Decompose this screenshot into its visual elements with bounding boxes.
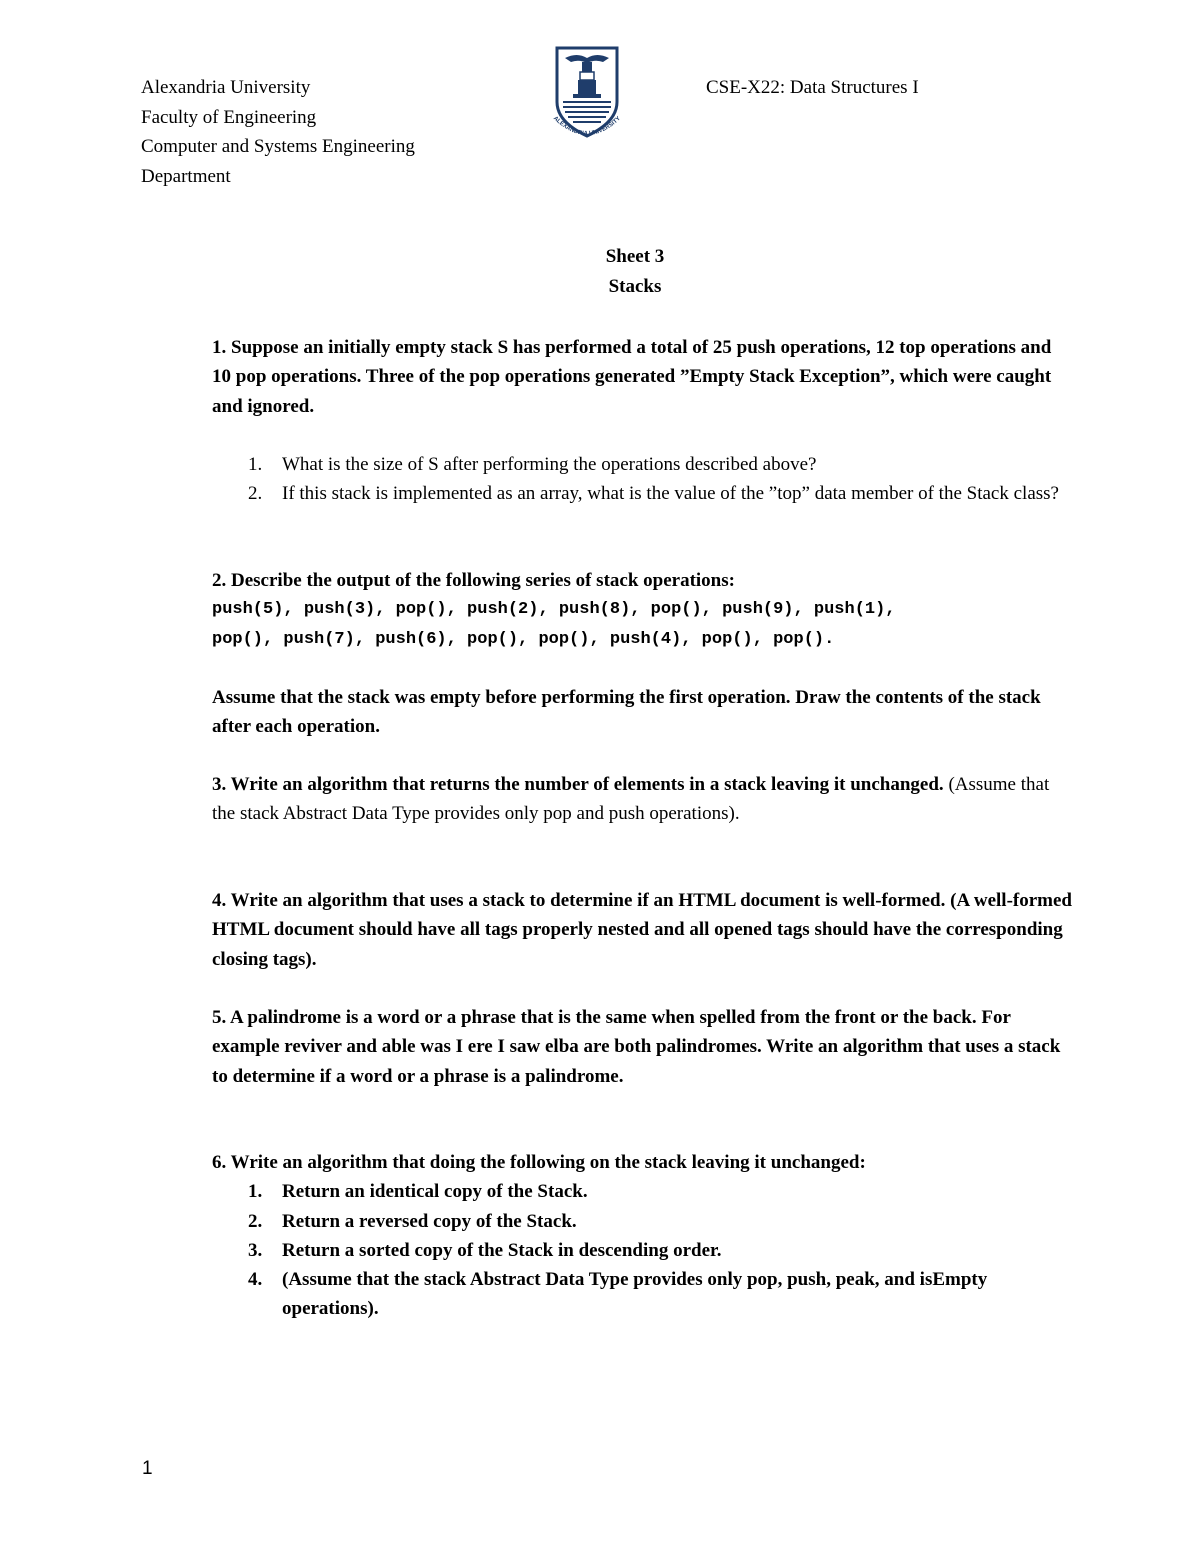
faculty-name: Faculty of Engineering <box>141 106 317 128</box>
department-name-line2: Department <box>141 165 231 187</box>
sheet-subtitle: Stacks <box>608 276 662 297</box>
university-name: Alexandria University <box>141 77 311 98</box>
question-5-text: 5. A palindrome is a word or a phrase that is the same when spelled from the front or the back. For example reviver and able was I ere I saw elba are both palindromes. Write an algorithm that uses a stack to determine if a word or a phrase is a palindrome. <box>212 1007 1061 1087</box>
question-3 <box>212 770 1072 829</box>
question-3-note: (Assume that the stack Abstract Data Type provides only pop and push operations). <box>212 774 1050 825</box>
list-item: 4. (Assume that the stack Abstract Data Type provides only pop, push, peak, and isEmpty operations). <box>248 1269 988 1320</box>
question-1-text: 1. Suppose an initially empty stack S has performed a total of 25 push operations, 12 top operations and 10 pop operations. Three of the pop operations generated ”Empty Stack Exception”, which were caught and ignored. <box>212 337 1052 417</box>
question-5 <box>212 1003 1072 1091</box>
list-item: 2. Return a reversed copy of the Stack. <box>248 1210 577 1232</box>
question-2-assumption: Assume that the stack was empty before performing the first operation. Draw the contents of the stack after each operation. <box>212 686 1041 738</box>
operations-line-1: push(5), push(3), pop(), push(2), push(8), pop(), push(9), push(1), <box>212 600 896 620</box>
question-2 <box>212 566 1072 741</box>
svg-text:ALEXANDRIA UNIVERSITY: ALEXANDRIA UNIVERSITY <box>551 115 622 138</box>
list-item: 1. What is the size of S after performing the operations described above? <box>248 453 817 475</box>
question-4 <box>212 886 1072 974</box>
department-name-line1: Computer and Systems Engineering <box>141 136 415 157</box>
list-item: 1. Return an identical copy of the Stack. <box>248 1181 588 1203</box>
list-item: 2. If this stack is implemented as an array, what is the value of the ”top” data member of the Stack class? <box>248 483 1059 505</box>
sheet-title: Sheet 3 <box>605 246 665 267</box>
question-1 <box>212 333 1072 508</box>
list-item: 3. Return a sorted copy of the Stack in descending order. <box>248 1239 722 1261</box>
university-logo-icon <box>543 44 631 144</box>
question-2-text: 2. Describe the output of the following series of stack operations: <box>212 570 735 591</box>
question-4-text: 4. Write an algorithm that uses a stack to determine if an HTML document is well-formed. (A well-formed HTML document should have all tags properly nested and all opened tags should have the corresponding closing tags). <box>212 890 1073 970</box>
question-1-list <box>212 450 1072 509</box>
operations-line-2: pop(), push(7), push(6), pop(), pop(), push(4), pop(), pop(). <box>212 629 835 649</box>
question-6-text: 6. Write an algorithm that doing the following on the stack leaving it unchanged: <box>212 1152 866 1173</box>
question-3-text: 3. Write an algorithm that returns the number of elements in a stack leaving it unchanged. <box>212 774 949 795</box>
question-6 <box>212 1148 1072 1324</box>
question-6-list <box>212 1177 1072 1323</box>
page-number: 1 <box>142 1458 153 1479</box>
university-header <box>141 73 415 191</box>
course-title: CSE-X22: Data Structures I <box>706 77 919 98</box>
